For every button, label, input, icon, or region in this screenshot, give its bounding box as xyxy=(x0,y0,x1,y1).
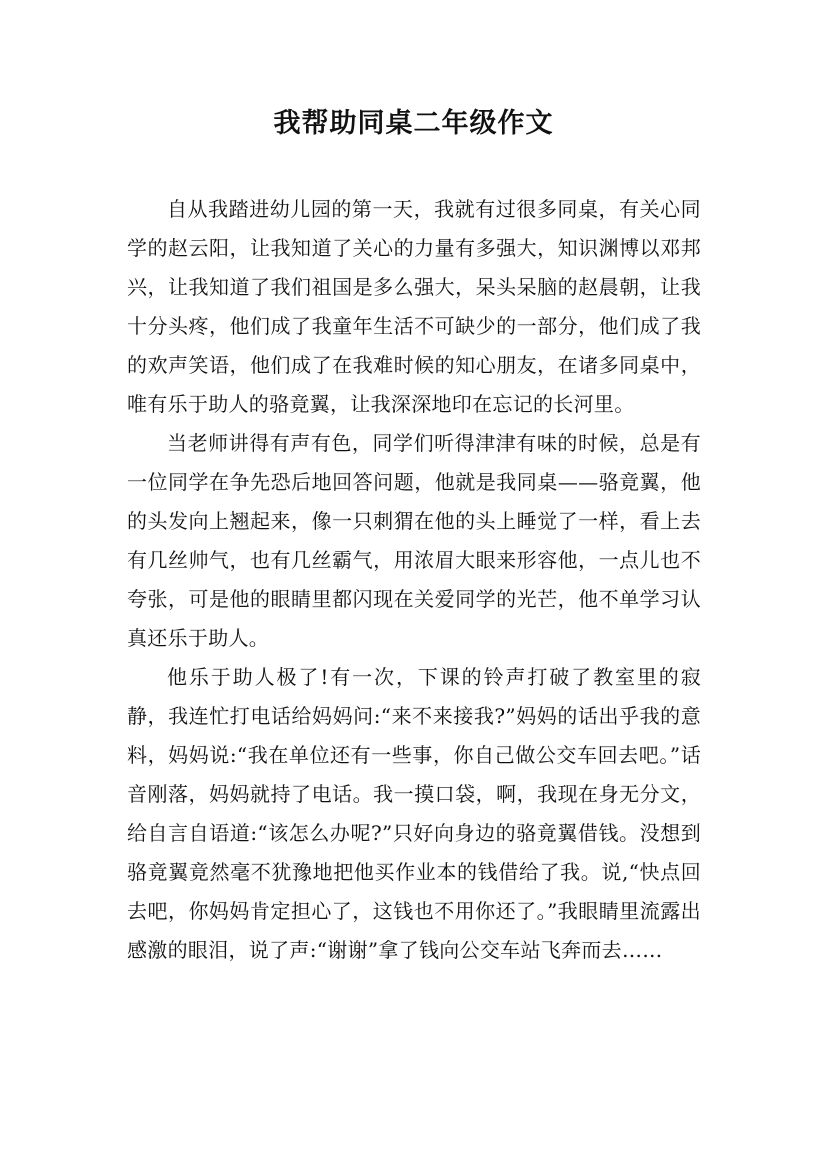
essay-body xyxy=(127,190,701,970)
essay-paragraph-3: 他乐于助人极了!有一次，下课的铃声打破了教室里的寂静，我连忙打电话给妈妈问:“来不来接我?”妈妈的话出乎我的意料，妈妈说:“我在单位还有一些事，你自己做公交车回去吧。”话音刚落，妈妈就持了电话。我一摸口袋，啊，我现在身无分文，给自言自语道:“该怎么办呢?”只好向身边的骆竟翼借钱。没想到骆竟翼竟然毫不犹豫地把他买作业本的钱借给了我。说,“快点回去吧，你妈妈肯定担心了，这钱也不用你还了。”我眼睛里流露出感激的眼泪，说了声:“谢谢”拿了钱向公交车站飞奔而去…… xyxy=(127,665,701,962)
essay-paragraph-2: 当老师讲得有声有色，同学们听得津津有味的时候，总是有一位同学在争先恐后地回答问题，他就是我同桌——骆竟翼，他的头发向上翘起来，像一只刺猬在他的头上睡觉了一样，看上去有几丝帅气，也有几丝霸气，用浓眉大眼来形容他，一点儿也不夸张，可是他的眼睛里都闪现在关爱同学的光芒，他不单学习认真还乐于助人。 xyxy=(127,431,701,650)
essay-paragraph-1: 自从我踏进幼儿园的第一天，我就有过很多同桌，有关心同学的赵云阳，让我知道了关心的力量有多强大，知识渊博以邓邦兴，让我知道了我们祖国是多么强大，呆头呆脑的赵晨朝，让我十分头疼，他们成了我童年生活不可缺少的一部分，他们成了我的欢声笑语，他们成了在我难时候的知心朋友，在诸多同桌中，唯有乐于助人的骆竟翼，让我深深地印在忘记的长河里。 xyxy=(127,197,701,416)
document-title: 我帮助同桌二年级作文 xyxy=(273,108,554,139)
